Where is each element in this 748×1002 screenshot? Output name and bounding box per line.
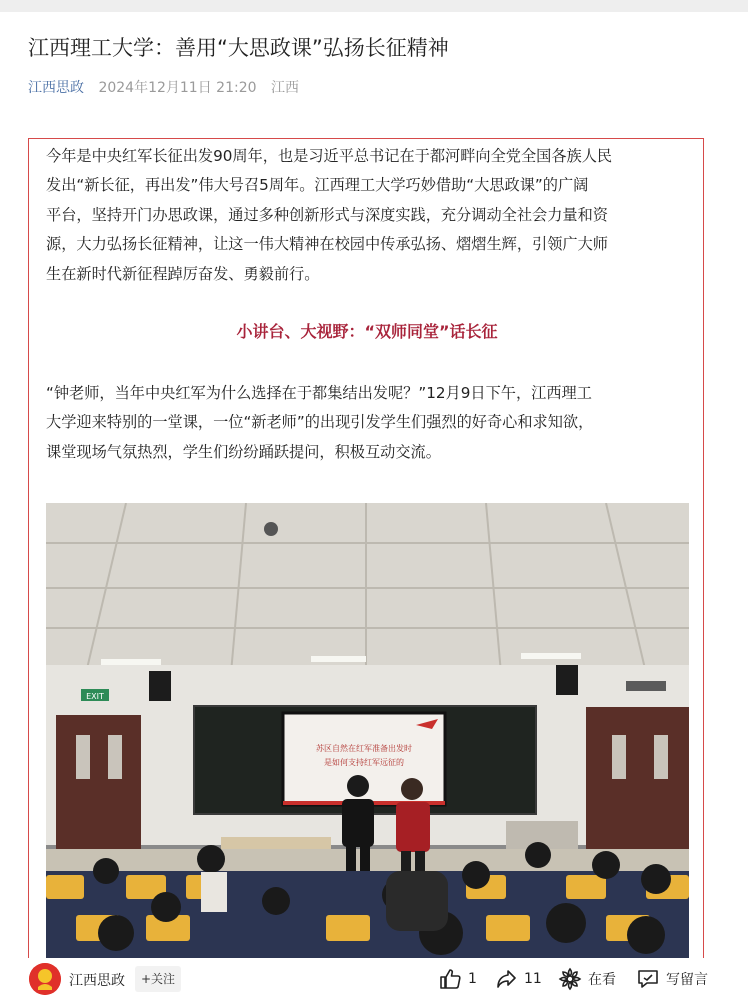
classroom-photo-illustration (46, 503, 689, 958)
top-bar (0, 0, 748, 12)
text-line: 发出“新长征，再出发”伟大号召5周年。江西理工大学巧妙借助“大思政课”的广阔 (46, 176, 589, 195)
account-avatar[interactable] (29, 963, 61, 995)
source-link[interactable]: 江西思政 (28, 80, 84, 96)
screen-line-2: 是如何支持红军远征的 (324, 758, 404, 767)
bottom-action-bar (0, 958, 748, 1002)
comment-label: 写留言 (666, 972, 708, 988)
text-line: 大学迎来特别的一堂课，一位“新老师”的出现引发学生们强烈的好奇心和求知欲， (46, 413, 594, 432)
classroom-photo[interactable] (46, 503, 689, 958)
account-logo-icon (29, 963, 61, 995)
like-button[interactable] (438, 964, 477, 994)
text-line: 今年是中央红军长征出发90周年，也是习近平总书记在于都河畔向全党全国各族人民 (46, 147, 613, 165)
text-line: 平台，坚持开门办思政课，通过多种创新形式与深度实践，充分调动全社会力量和资 (46, 205, 608, 224)
paragraph-intro (46, 142, 692, 289)
article-content-card (28, 138, 704, 958)
account-name[interactable]: 江西思政 (69, 973, 125, 989)
flower-icon (558, 967, 582, 991)
comment-button[interactable] (636, 964, 708, 994)
screen-line-1: 苏区自然在红军准备出发时 (316, 744, 412, 753)
text-line: 课堂现场气氛热烈，学生们纷纷踊跃提问，积极互动交流。 (46, 442, 441, 461)
share-button[interactable] (494, 964, 542, 994)
article-title: 江西理工大学：善用“大思政课”弘扬长征精神 (28, 36, 449, 60)
watching-button[interactable] (558, 964, 616, 994)
thumbs-up-icon (438, 967, 462, 991)
text-line: 生在新时代新征程踔厉奋发、勇毅前行。 (46, 264, 320, 283)
section-subheading: 小讲台、大视野：“双师同堂”话长征 (236, 322, 498, 341)
share-arrow-icon (494, 967, 518, 991)
exit-sign-text: EXIT (86, 692, 104, 701)
region-label: 江西 (270, 80, 299, 96)
article-meta (28, 77, 299, 97)
like-count: 1 (468, 971, 477, 987)
text-line: “钟老师，当年中央红军为什么选择在于都集结出发呢？”12月9日下午，江西理工 (46, 384, 592, 402)
follow-button[interactable]: +关注 (135, 966, 181, 992)
publish-datetime: 2024年12月11日 21:20 (98, 80, 257, 96)
text-line: 源，大力弘扬长征精神，让这一伟大精神在校园中传承弘扬、熠熠生辉，引领广大师 (46, 235, 608, 254)
comment-icon (636, 967, 660, 991)
watching-label: 在看 (588, 972, 616, 988)
share-count: 11 (524, 971, 542, 987)
paragraph-class (46, 379, 692, 467)
